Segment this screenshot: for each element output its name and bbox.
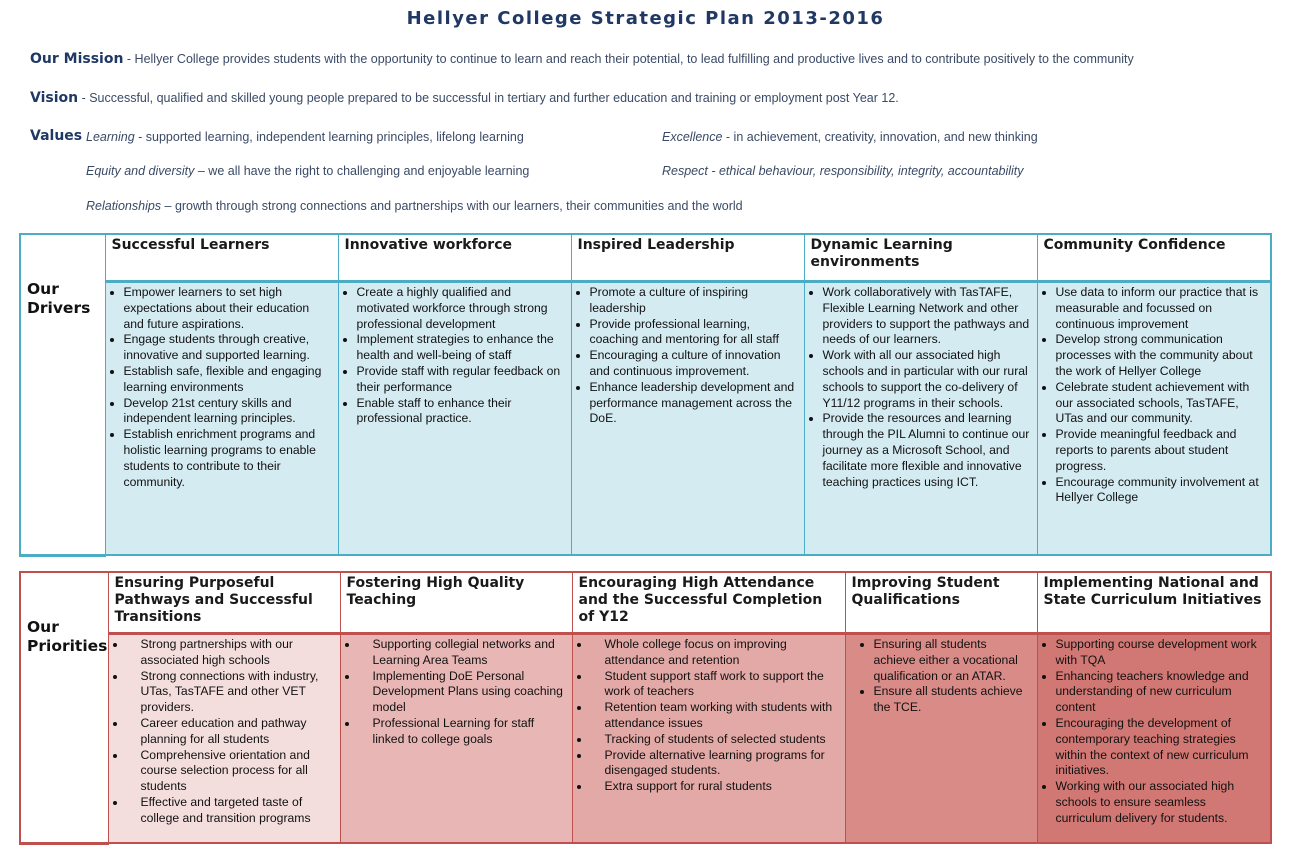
vision-label: Vision bbox=[30, 90, 79, 106]
driver-list-4 bbox=[811, 285, 1031, 490]
vision-text: - Successful, qualified and skilled young people prepared to be successful in tertiary and further education and training or employment post Year 12. bbox=[78, 91, 899, 105]
driver-header-2: Innovative workforce bbox=[344, 237, 512, 253]
priority-header-3: Encouraging High Attendance and the Successful Completion of Y12 bbox=[578, 575, 823, 625]
list-item: • Student support staff work to support the work of teachers bbox=[591, 669, 839, 701]
priority-header-4: Improving Student Qualifications bbox=[851, 575, 1000, 608]
priority-list-2 bbox=[347, 637, 566, 748]
list-item: • Promote a culture of inspiring leadership bbox=[590, 285, 798, 317]
drivers-row-label: Our Drivers bbox=[27, 280, 91, 317]
priorities-row-label: Our Priorities bbox=[27, 618, 108, 655]
priority-list-5 bbox=[1044, 637, 1265, 827]
list-item: • Implementing DoE Personal Development Plans using coaching model bbox=[359, 669, 566, 716]
priorities-table bbox=[19, 571, 1272, 845]
mission-text: - Hellyer College provides students with the opportunity to continue to learn and reach their potential, to lead fulfilling and productive lives and to contribute positively to the community bbox=[123, 52, 1134, 66]
list-item: • Ensuring all students achieve either a vocational qualification or an ATAR. bbox=[874, 637, 1031, 684]
value-learning bbox=[86, 130, 524, 144]
value-relationships bbox=[86, 199, 743, 213]
list-item: • Effective and targeted taste of college and transition programs bbox=[127, 795, 334, 827]
page-title: Hellyer College Strategic Plan 2013-2016 bbox=[406, 8, 885, 29]
priority-header-1: Ensuring Purposeful Pathways and Successful Transitions bbox=[114, 575, 313, 625]
list-item: • Tracking of students of selected students bbox=[591, 732, 839, 748]
values-label: Values bbox=[30, 128, 83, 144]
priority-list-3 bbox=[579, 637, 839, 795]
value-respect-term: Respect bbox=[662, 164, 708, 178]
list-item: • Use data to inform our practice that is measurable and focussed on continuous improvement bbox=[1056, 285, 1265, 332]
list-item: • Supporting course development work with TQA bbox=[1056, 637, 1265, 669]
driver-list-2 bbox=[345, 285, 565, 427]
list-item: • Work collaboratively with TasTAFE, Flexible Learning Network and other providers to support the pathways and needs of our learners. bbox=[823, 285, 1031, 348]
priority-header-5: Implementing National and State Curriculum Initiatives bbox=[1043, 575, 1262, 608]
list-item: • Enable staff to enhance their professional practice. bbox=[357, 396, 565, 428]
priority-list-4 bbox=[852, 637, 1031, 716]
driver-header-3: Inspired Leadership bbox=[577, 237, 735, 253]
value-respect-text: - ethical behaviour, responsibility, integrity, accountability bbox=[707, 164, 1024, 178]
vision-line bbox=[30, 90, 899, 106]
list-item: • Create a highly qualified and motivated workforce through strong professional development bbox=[357, 285, 565, 332]
value-equity-term: Equity and diversity bbox=[86, 164, 195, 178]
list-item: • Professional Learning for staff linked to college goals bbox=[359, 716, 566, 748]
value-relationships-term: Relationships bbox=[86, 199, 162, 213]
value-learning-text: - supported learning, independent learning principles, lifelong learning bbox=[134, 130, 524, 144]
list-item: • Empower learners to set high expectations about their education and future aspirations. bbox=[124, 285, 332, 332]
list-item: • Extra support for rural students bbox=[591, 779, 839, 795]
list-item: • Provide staff with regular feedback on their performance bbox=[357, 364, 565, 396]
list-item: • Develop strong communication processes with the community about the work of Hellyer College bbox=[1056, 332, 1265, 379]
value-respect bbox=[662, 164, 1024, 178]
driver-header-4: Dynamic Learning environments bbox=[810, 237, 953, 270]
value-excellence bbox=[662, 130, 1038, 144]
list-item: • Implement strategies to enhance the health and well-being of staff bbox=[357, 332, 565, 364]
list-item: • Whole college focus on improving attendance and retention bbox=[591, 637, 839, 669]
drivers-table bbox=[19, 233, 1272, 557]
list-item: • Career education and pathway planning for all students bbox=[127, 716, 334, 748]
list-item: • Strong partnerships with our associated high schools bbox=[127, 637, 334, 669]
list-item: • Engage students through creative, innovative and supported learning. bbox=[124, 332, 332, 364]
list-item: • Encouraging the development of contemporary teaching strategies within the context of new curriculum initiatives. bbox=[1056, 716, 1265, 779]
value-equity bbox=[86, 164, 529, 178]
driver-header-1: Successful Learners bbox=[111, 237, 270, 253]
value-excellence-text: - in achievement, creativity, innovation, and new thinking bbox=[722, 130, 1038, 144]
priority-list-1 bbox=[115, 637, 334, 827]
value-relationships-text: – growth through strong connections and partnerships with our learners, their communities and the world bbox=[161, 199, 743, 213]
values-label-line bbox=[30, 128, 82, 144]
list-item: • Provide the resources and learning through the PIL Alumni to continue our journey as a Microsoft School, and facilitate more flexible and innovative teaching practices using ICT. bbox=[823, 411, 1031, 490]
mission-label: Our Mission bbox=[30, 51, 124, 67]
list-item: • Strong connections with industry, UTas, TasTAFE and other VET providers. bbox=[127, 669, 334, 716]
mission-line bbox=[30, 51, 1134, 67]
list-item: • Establish enrichment programs and holistic learning programs to enable students to contribute to their community. bbox=[124, 427, 332, 490]
list-item: • Supporting collegial networks and Learning Area Teams bbox=[359, 637, 566, 669]
list-item: • Provide alternative learning programs for disengaged students. bbox=[591, 748, 839, 780]
driver-list-5 bbox=[1044, 285, 1265, 506]
driver-list-1 bbox=[112, 285, 332, 490]
list-item: • Working with our associated high schools to ensure seamless curriculum delivery for students. bbox=[1056, 779, 1265, 826]
list-item: • Provide meaningful feedback and reports to parents about student progress. bbox=[1056, 427, 1265, 474]
value-equity-text: – we all have the right to challenging and enjoyable learning bbox=[194, 164, 530, 178]
value-learning-term: Learning bbox=[86, 130, 135, 144]
list-item: • Celebrate student achievement with our associated schools, TasTAFE, UTas and our community. bbox=[1056, 380, 1265, 427]
list-item: • Establish safe, flexible and engaging learning environments bbox=[124, 364, 332, 396]
driver-header-5: Community Confidence bbox=[1043, 237, 1226, 253]
list-item: • Ensure all students achieve the TCE. bbox=[874, 684, 1031, 716]
list-item: • Develop 21st century skills and independent learning principles. bbox=[124, 396, 332, 428]
list-item: • Encouraging a culture of innovation and continuous improvement. bbox=[590, 348, 798, 380]
list-item: • Comprehensive orientation and course selection process for all students bbox=[127, 748, 334, 795]
list-item: • Retention team working with students with attendance issues bbox=[591, 700, 839, 732]
priority-header-2: Fostering High Quality Teaching bbox=[346, 575, 525, 608]
list-item: • Provide professional learning, coaching and mentoring for all staff bbox=[590, 317, 798, 349]
list-item: • Enhance leadership development and performance management across the DoE. bbox=[590, 380, 798, 427]
value-excellence-term: Excellence bbox=[662, 130, 723, 144]
driver-list-3 bbox=[578, 285, 798, 427]
list-item: • Encourage community involvement at Hellyer College bbox=[1056, 475, 1265, 507]
list-item: • Enhancing teachers knowledge and understanding of new curriculum content bbox=[1056, 669, 1265, 716]
list-item: • Work with all our associated high schools and in particular with our rural schools to support the co-delivery of Y11/12 programs in their schools. bbox=[823, 348, 1031, 411]
